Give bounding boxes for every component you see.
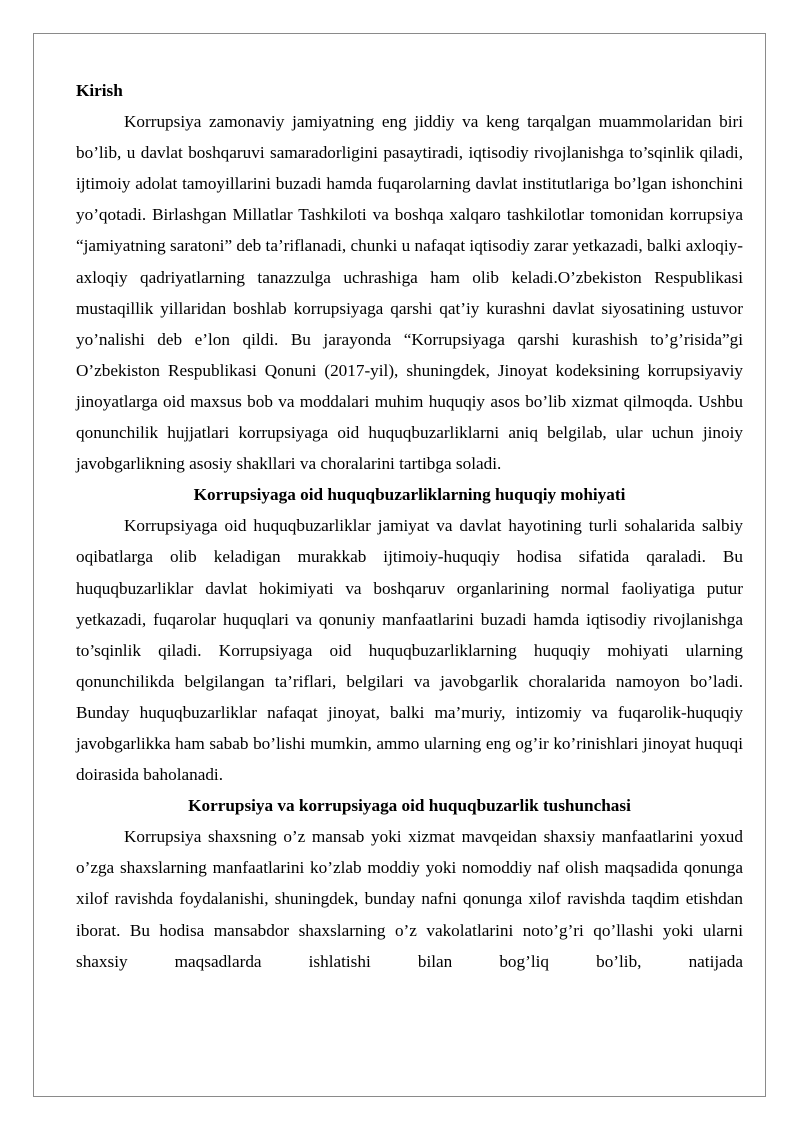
document-page — [33, 33, 766, 1097]
intro-paragraph: Korrupsiya zamonaviy jamiyatning eng jiddiy va keng tarqalgan muammolaridan biri bo’lib, u davlat boshqaruvi samaradorligini pasaytiradi, iqtisodiy rivojlanishga to’sqinlik qiladi, ijtimoiy adolat tamoyillarini buzadi hamda fuqarolarning davlat institutlariga bo’lgan ishonchini yo’qotadi. Birlashgan Millatlar Tashkiloti va boshqa xalqaro tashkilotlar tomonidan korrupsiya “jamiyatning saratoni” deb ta’riflanadi, chunki u nafaqat iqtisodiy zarar yetkazadi, balki axloqiy-axloqiy qadriyatlarning tanazzulga uchrashiga ham olib keladi.O’zbekiston Respublikasi mustaqillik yillaridan boshlab korrupsiyaga qarshi qat’iy kurashni davlat siyosatining ustuvor yo’nalishi deb e’lon qildi. Bu jarayonda “Korrupsiyaga qarshi kurashish to’g’risida”gi O’zbekiston Respublikasi Qonuni (2017-yil), shuningdek, Jinoyat kodeksining korrupsiyaviy jinoyatlarga oid maxsus bob va moddalari muhim huquqiy asos bo’lib xizmat qilmoqda. Ushbu qonunchilik hujjatlari korrupsiyaga oid huquqbuzarliklarni aniq belgilab, ular uchun jinoiy javobgarlikning asosiy shakllari va choralarini tartibga soladi. — [76, 112, 743, 474]
concept-paragraph: Korrupsiya shaxsning o’z mansab yoki xizmat mavqeidan shaxsiy manfaatlarini yoxud o’zga shaxslarning manfaatlarini ko’zlab moddiy yoki nomoddiy naf olish maqsadida qonunga xilof ravishda foydalanishi, shuningdek, bunday nafni qonunga xilof ravishda taqdim etishdan iborat. Bu hodisa mansabdor shaxslarning o’z vakolatlarini noto’g’ri qo’llashi yoki ularni shaxsiy maqsadlarda ishlatishi bilan bog’liq bo’lib, natijada — [76, 827, 743, 971]
intro-heading: Kirish — [76, 81, 123, 100]
section-heading-legal-nature: Korrupsiyaga oid huquqbuzarliklarning huquqiy mohiyati — [193, 485, 626, 505]
section-heading-concept: Korrupsiya va korrupsiyaga oid huquqbuzarlik tushunchasi — [188, 796, 631, 816]
document-body — [76, 75, 743, 977]
legal-nature-paragraph: Korrupsiyaga oid huquqbuzarliklar jamiyat va davlat hayotining turli sohalarida salbiy oqibatlarga olib keladigan murakkab ijtimoiy-huquqiy hodisa sifatida qaraladi. Bu huquqbuzarliklar davlat hokimiyati va boshqaruv organlarining normal faoliyatiga putur yetkazadi, fuqarolar huquqlari va qonuniy manfaatlarini buzadi hamda iqtisodiy rivojlanishga to’sqinlik qiladi. Korrupsiyaga oid huquqbuzarliklarning huquqiy mohiyati ularning qonunchilikda belgilangan ta’riflari, belgilari va javobgarlik choralarida namoyon bo’ladi. Bunday huquqbuzarliklar nafaqat jinoyat, balki ma’muriy, intizomiy va fuqarolik-huquqiy javobgarlikka ham sabab bo’lishi mumkin, ammo ularning eng og’ir ko’rinishlari jinoyat huquqi doirasida baholanadi. — [76, 516, 743, 785]
